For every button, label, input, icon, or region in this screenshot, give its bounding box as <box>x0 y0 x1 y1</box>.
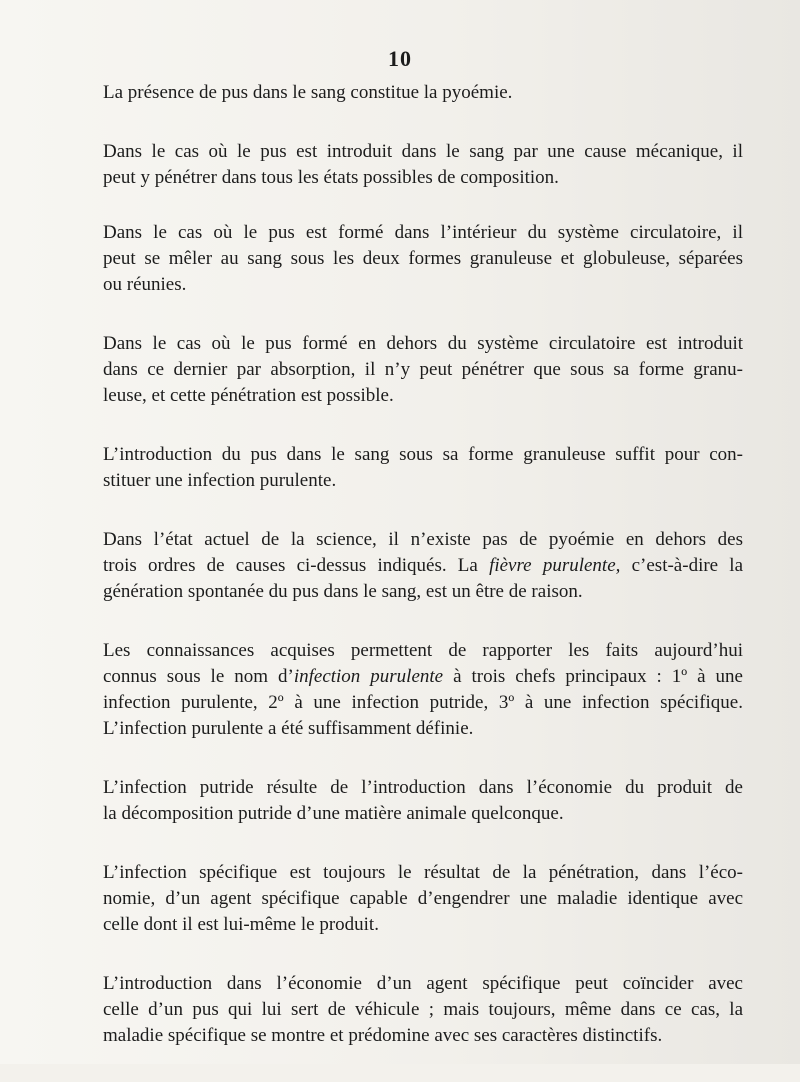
paragraph-2 <box>103 139 743 191</box>
text-line: celle d’un pus qui lui sert de véhicule ; mais toujours, même dans ce cas, la <box>103 999 743 1020</box>
text-line: nomie, d’un agent spécifique capable d’engendrer une maladie identique avec <box>103 888 743 909</box>
text-line: L’introduction dans l’économie d’un agent spécifique peut coïncider avec <box>103 973 743 994</box>
text-line: génération spontanée du pus dans le sang, est un être de raison. <box>103 581 583 602</box>
italic-term: infection purulente <box>293 666 444 687</box>
text-line: leuse, et cette pénétration est possible. <box>103 385 394 406</box>
text-line: L’infection putride résulte de l’introduction dans l’économie du produit de <box>103 777 743 798</box>
text-line: ou réunies. <box>103 274 187 295</box>
italic-term: fièvre purulente, <box>489 555 621 576</box>
text-line: dans ce dernier par absorption, il n’y peut pénétrer que sous sa forme granu- <box>103 359 743 380</box>
text-line <box>103 553 743 579</box>
paragraph-4 <box>103 331 743 409</box>
paragraph-1 <box>103 80 743 106</box>
text-line: la décomposition putride d’une matière animale quelconque. <box>103 803 564 824</box>
paragraph-6 <box>103 527 743 605</box>
text-line: L’introduction du pus dans le sang sous sa forme granuleuse suffit pour con- <box>103 444 743 465</box>
text-line: peut y pénétrer dans tous les états possibles de composition. <box>103 167 559 188</box>
paragraph-5 <box>103 442 743 494</box>
paragraph-7 <box>103 638 743 742</box>
text-segment: trois ordres de causes ci-dessus indiqués. La <box>103 555 478 576</box>
text-line: infection purulente, 2º à une infection putride, 3º à une infection spécifique. <box>103 692 743 713</box>
text-line: L’infection spécifique est toujours le résultat de la pénétration, dans l’éco- <box>103 862 743 883</box>
text-line: stituer une infection purulente. <box>103 470 337 491</box>
text-line: Dans le cas où le pus formé en dehors du système circulatoire est introduit <box>103 333 743 354</box>
text-line: Dans le cas où le pus est introduit dans le sang par une cause mécanique, il <box>103 141 743 162</box>
text-line: Dans l’état actuel de la science, il n’existe pas de pyoémie en dehors des <box>103 529 743 550</box>
text-line: Dans le cas où le pus est formé dans l’intérieur du système circulatoire, il <box>103 222 743 243</box>
text-line <box>103 664 743 690</box>
text-line: peut se mêler au sang sous les deux formes granuleuse et globuleuse, séparées <box>103 248 743 269</box>
text-segment: c’est-à-dire la <box>631 555 744 576</box>
body-text <box>103 80 743 1082</box>
page-number: 10 <box>388 46 412 71</box>
text-segment: connus sous le nom d’ <box>103 666 294 687</box>
text-line: maladie spécifique se montre et prédomine avec ses caractères distinctifs. <box>103 1025 663 1046</box>
text-segment: à trois chefs principaux : 1º à une <box>453 666 743 687</box>
text-line: La présence de pus dans le sang constitue la pyoémie. <box>103 82 513 103</box>
text-line: celle dont il est lui-même le produit. <box>103 914 379 935</box>
paragraph-8 <box>103 775 743 827</box>
paragraph-3 <box>103 220 743 298</box>
paragraph-10 <box>103 971 743 1049</box>
text-line: Les connaissances acquises permettent de rapporter les faits aujourd’hui <box>103 640 743 661</box>
text-line: L’infection purulente a été suffisamment définie. <box>103 718 474 739</box>
paragraph-9 <box>103 860 743 938</box>
